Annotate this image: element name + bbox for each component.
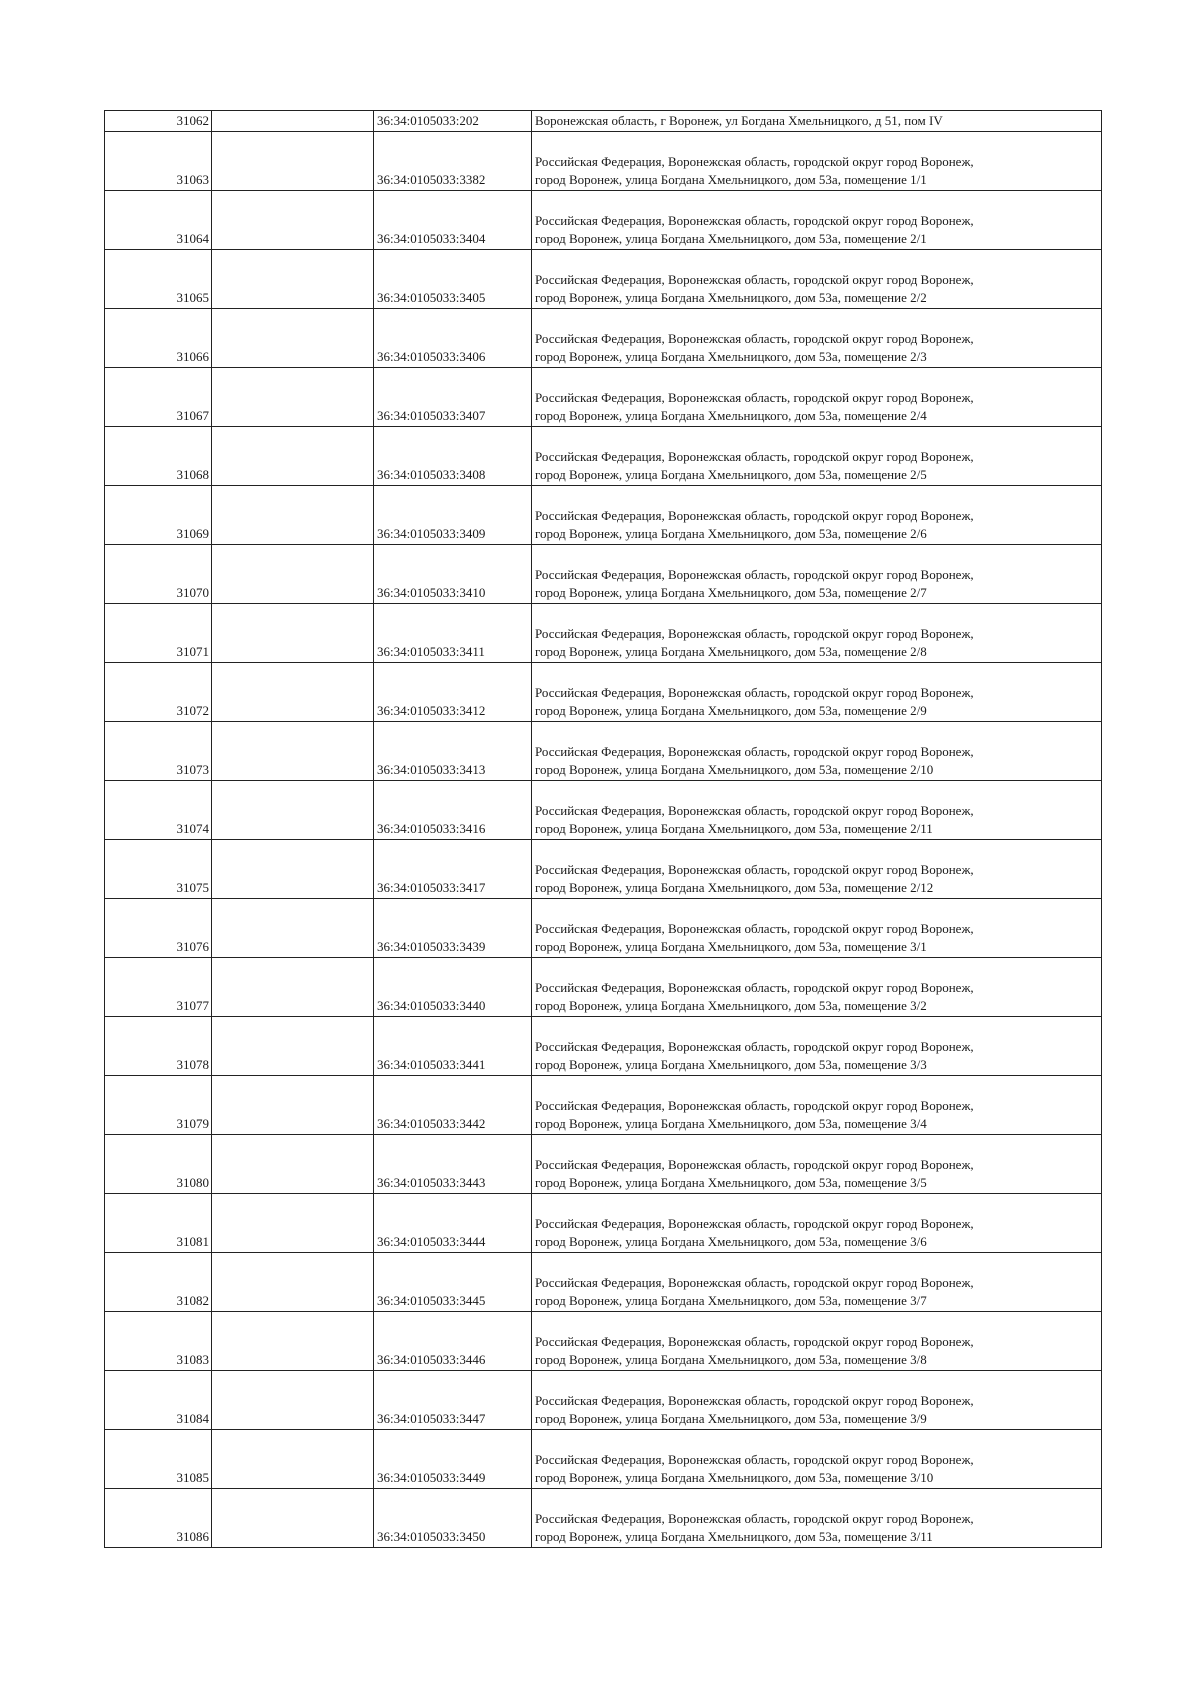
row-number-cell: 31086 xyxy=(105,1489,212,1548)
cadastral-number-cell: 36:34:0105033:3413 xyxy=(374,722,532,781)
address-cell xyxy=(532,427,1102,486)
row-number-cell: 31072 xyxy=(105,663,212,722)
address-cell xyxy=(532,899,1102,958)
row-number-cell: 31079 xyxy=(105,1076,212,1135)
table-row xyxy=(105,663,1102,722)
address-cell xyxy=(532,1489,1102,1548)
row-number-cell: 31081 xyxy=(105,1194,212,1253)
empty-cell xyxy=(212,781,374,840)
address-line: город Воронеж, улица Богдана Хмельницкого, дом 53а, помещение 3/10 xyxy=(535,1470,934,1485)
empty-cell xyxy=(212,1135,374,1194)
cadastral-number-cell: 36:34:0105033:3412 xyxy=(374,663,532,722)
empty-cell xyxy=(212,250,374,309)
cadastral-number-cell: 36:34:0105033:3416 xyxy=(374,781,532,840)
address-cell xyxy=(532,309,1102,368)
address-cell xyxy=(532,1371,1102,1430)
address-line: город Воронеж, улица Богдана Хмельницкого, дом 53а, помещение 2/8 xyxy=(535,644,927,659)
empty-cell xyxy=(212,1076,374,1135)
address-cell xyxy=(532,132,1102,191)
address-line: город Воронеж, улица Богдана Хмельницкого, дом 53а, помещение 2/1 xyxy=(535,231,927,246)
empty-cell xyxy=(212,132,374,191)
cadastral-number-cell: 36:34:0105033:3382 xyxy=(374,132,532,191)
document-page xyxy=(104,110,1101,1548)
address-line: город Воронеж, улица Богдана Хмельницкого, дом 53а, помещение 3/4 xyxy=(535,1116,927,1131)
address-line: Российская Федерация, Воронежская область, городской округ город Воронеж, xyxy=(535,154,974,169)
address-line: Российская Федерация, Воронежская область, городской округ город Воронеж, xyxy=(535,567,974,582)
row-number-cell: 31063 xyxy=(105,132,212,191)
cadastral-number-cell: 36:34:0105033:3441 xyxy=(374,1017,532,1076)
empty-cell xyxy=(212,1194,374,1253)
empty-cell xyxy=(212,368,374,427)
address-line: город Воронеж, улица Богдана Хмельницкого, дом 53а, помещение 2/3 xyxy=(535,349,927,364)
empty-cell xyxy=(212,604,374,663)
address-line: Российская Федерация, Воронежская область, городской округ город Воронеж, xyxy=(535,1393,974,1408)
cadastral-number-cell: 36:34:0105033:3439 xyxy=(374,899,532,958)
address-cell xyxy=(532,1076,1102,1135)
table-row xyxy=(105,1253,1102,1312)
empty-cell xyxy=(212,958,374,1017)
address-line: Российская Федерация, Воронежская область, городской округ город Воронеж, xyxy=(535,1511,974,1526)
cadastral-number-cell: 36:34:0105033:3449 xyxy=(374,1430,532,1489)
address-line: город Воронеж, улица Богдана Хмельницкого, дом 53а, помещение 2/7 xyxy=(535,585,927,600)
row-number-cell: 31073 xyxy=(105,722,212,781)
cadastral-number-cell: 36:34:0105033:3408 xyxy=(374,427,532,486)
row-number-cell: 31071 xyxy=(105,604,212,663)
table-row xyxy=(105,250,1102,309)
empty-cell xyxy=(212,840,374,899)
empty-cell xyxy=(212,1253,374,1312)
cadastral-number-cell: 36:34:0105033:3404 xyxy=(374,191,532,250)
table-row xyxy=(105,1312,1102,1371)
empty-cell xyxy=(212,722,374,781)
empty-cell xyxy=(212,1312,374,1371)
address-cell xyxy=(532,1135,1102,1194)
cadastral-number-cell: 36:34:0105033:3444 xyxy=(374,1194,532,1253)
address-line: Российская Федерация, Воронежская область, городской округ город Воронеж, xyxy=(535,272,974,287)
table-row xyxy=(105,1489,1102,1548)
table-row xyxy=(105,427,1102,486)
row-number-cell: 31067 xyxy=(105,368,212,427)
address-cell xyxy=(532,840,1102,899)
address-line: Российская Федерация, Воронежская область, городской округ город Воронеж, xyxy=(535,1275,974,1290)
table-row xyxy=(105,1371,1102,1430)
address-line: город Воронеж, улица Богдана Хмельницкого, дом 53а, помещение 2/5 xyxy=(535,467,927,482)
table-row xyxy=(105,1135,1102,1194)
table-row xyxy=(105,309,1102,368)
row-number-cell: 31077 xyxy=(105,958,212,1017)
row-number-cell: 31076 xyxy=(105,899,212,958)
address-line: город Воронеж, улица Богдана Хмельницкого, дом 53а, помещение 3/1 xyxy=(535,939,927,954)
cadastral-number-cell: 36:34:0105033:3450 xyxy=(374,1489,532,1548)
cadastral-number-cell: 36:34:0105033:3445 xyxy=(374,1253,532,1312)
address-line: Российская Федерация, Воронежская область, городской округ город Воронеж, xyxy=(535,685,974,700)
table-row xyxy=(105,111,1102,132)
address-line: Российская Федерация, Воронежская область, городской округ город Воронеж, xyxy=(535,390,974,405)
cadastral-number-cell: 36:34:0105033:202 xyxy=(374,111,532,132)
address-line: город Воронеж, улица Богдана Хмельницкого, дом 53а, помещение 3/9 xyxy=(535,1411,927,1426)
address-line: город Воронеж, улица Богдана Хмельницкого, дом 53а, помещение 2/9 xyxy=(535,703,927,718)
address-line: Российская Федерация, Воронежская область, городской округ город Воронеж, xyxy=(535,1452,974,1467)
address-cell xyxy=(532,1253,1102,1312)
address-line: Российская Федерация, Воронежская область, городской округ город Воронеж, xyxy=(535,213,974,228)
row-number-cell: 31065 xyxy=(105,250,212,309)
address-cell xyxy=(532,722,1102,781)
row-number-cell: 31082 xyxy=(105,1253,212,1312)
address-line: город Воронеж, улица Богдана Хмельницкого, дом 53а, помещение 2/2 xyxy=(535,290,927,305)
cadastral-number-cell: 36:34:0105033:3411 xyxy=(374,604,532,663)
cadastral-number-cell: 36:34:0105033:3410 xyxy=(374,545,532,604)
empty-cell xyxy=(212,309,374,368)
address-cell xyxy=(532,1312,1102,1371)
address-cell xyxy=(532,250,1102,309)
address-line: Воронежская область, г Воронеж, ул Богдана Хмельницкого, д 51, пом IV xyxy=(535,112,943,128)
table-row xyxy=(105,486,1102,545)
empty-cell xyxy=(212,1430,374,1489)
address-line: Российская Федерация, Воронежская область, городской округ город Воронеж, xyxy=(535,921,974,936)
address-line: Российская Федерация, Воронежская область, городской округ город Воронеж, xyxy=(535,626,974,641)
table-row xyxy=(105,1076,1102,1135)
row-number-cell: 31083 xyxy=(105,1312,212,1371)
empty-cell xyxy=(212,1017,374,1076)
address-line: город Воронеж, улица Богдана Хмельницкого, дом 53а, помещение 3/11 xyxy=(535,1529,933,1544)
cadastral-number-cell: 36:34:0105033:3446 xyxy=(374,1312,532,1371)
table-row xyxy=(105,1017,1102,1076)
address-line: Российская Федерация, Воронежская область, городской округ город Воронеж, xyxy=(535,980,974,995)
empty-cell xyxy=(212,545,374,604)
address-line: город Воронеж, улица Богдана Хмельницкого, дом 53а, помещение 2/11 xyxy=(535,821,933,836)
cadastral-number-cell: 36:34:0105033:3442 xyxy=(374,1076,532,1135)
row-number-cell: 31070 xyxy=(105,545,212,604)
cadastral-number-cell: 36:34:0105033:3409 xyxy=(374,486,532,545)
empty-cell xyxy=(212,663,374,722)
cadastral-number-cell: 36:34:0105033:3406 xyxy=(374,309,532,368)
empty-cell xyxy=(212,427,374,486)
cadastral-number-cell: 36:34:0105033:3407 xyxy=(374,368,532,427)
address-line: город Воронеж, улица Богдана Хмельницкого, дом 53а, помещение 3/2 xyxy=(535,998,927,1013)
table-row xyxy=(105,545,1102,604)
empty-cell xyxy=(212,1489,374,1548)
address-line: Российская Федерация, Воронежская область, городской округ город Воронеж, xyxy=(535,1098,974,1113)
row-number-cell: 31066 xyxy=(105,309,212,368)
address-cell xyxy=(532,958,1102,1017)
cadastral-number-cell: 36:34:0105033:3447 xyxy=(374,1371,532,1430)
row-number-cell: 31064 xyxy=(105,191,212,250)
row-number-cell: 31074 xyxy=(105,781,212,840)
table-row xyxy=(105,191,1102,250)
address-line: Российская Федерация, Воронежская область, городской округ город Воронеж, xyxy=(535,508,974,523)
address-line: Российская Федерация, Воронежская область, городской округ город Воронеж, xyxy=(535,1039,974,1054)
address-line: город Воронеж, улица Богдана Хмельницкого, дом 53а, помещение 1/1 xyxy=(535,172,927,187)
address-line: Российская Федерация, Воронежская область, городской округ город Воронеж, xyxy=(535,331,974,346)
address-line: город Воронеж, улица Богдана Хмельницкого, дом 53а, помещение 2/4 xyxy=(535,408,927,423)
empty-cell xyxy=(212,486,374,545)
cadastral-number-cell: 36:34:0105033:3443 xyxy=(374,1135,532,1194)
empty-cell xyxy=(212,899,374,958)
table-row xyxy=(105,368,1102,427)
address-cell xyxy=(532,486,1102,545)
property-registry-table xyxy=(104,110,1102,1548)
table-body xyxy=(105,111,1102,1548)
address-line: Российская Федерация, Воронежская область, городской округ город Воронеж, xyxy=(535,862,974,877)
empty-cell xyxy=(212,111,374,132)
row-number-cell: 31068 xyxy=(105,427,212,486)
address-cell xyxy=(532,663,1102,722)
row-number-cell: 31085 xyxy=(105,1430,212,1489)
address-line: Российская Федерация, Воронежская область, городской округ город Воронеж, xyxy=(535,449,974,464)
address-cell xyxy=(532,191,1102,250)
row-number-cell: 31069 xyxy=(105,486,212,545)
address-cell xyxy=(532,604,1102,663)
address-line: город Воронеж, улица Богдана Хмельницкого, дом 53а, помещение 3/3 xyxy=(535,1057,927,1072)
table-row xyxy=(105,722,1102,781)
row-number-cell: 31075 xyxy=(105,840,212,899)
address-line: город Воронеж, улица Богдана Хмельницкого, дом 53а, помещение 3/6 xyxy=(535,1234,927,1249)
address-cell xyxy=(532,111,1102,132)
table-row xyxy=(105,840,1102,899)
address-cell xyxy=(532,545,1102,604)
table-row xyxy=(105,1430,1102,1489)
row-number-cell: 31062 xyxy=(105,111,212,132)
address-cell xyxy=(532,368,1102,427)
cadastral-number-cell: 36:34:0105033:3405 xyxy=(374,250,532,309)
row-number-cell: 31080 xyxy=(105,1135,212,1194)
table-row xyxy=(105,1194,1102,1253)
table-row xyxy=(105,604,1102,663)
empty-cell xyxy=(212,1371,374,1430)
address-line: Российская Федерация, Воронежская область, городской округ город Воронеж, xyxy=(535,1157,974,1172)
address-line: город Воронеж, улица Богдана Хмельницкого, дом 53а, помещение 3/5 xyxy=(535,1175,927,1190)
table-row xyxy=(105,899,1102,958)
address-line: Российская Федерация, Воронежская область, городской округ город Воронеж, xyxy=(535,744,974,759)
address-line: Российская Федерация, Воронежская область, городской округ город Воронеж, xyxy=(535,1216,974,1231)
address-line: город Воронеж, улица Богдана Хмельницкого, дом 53а, помещение 2/6 xyxy=(535,526,927,541)
address-line: город Воронеж, улица Богдана Хмельницкого, дом 53а, помещение 2/12 xyxy=(535,880,934,895)
address-line: город Воронеж, улица Богдана Хмельницкого, дом 53а, помещение 3/8 xyxy=(535,1352,927,1367)
address-line: город Воронеж, улица Богдана Хмельницкого, дом 53а, помещение 3/7 xyxy=(535,1293,927,1308)
cadastral-number-cell: 36:34:0105033:3417 xyxy=(374,840,532,899)
address-line: Российская Федерация, Воронежская область, городской округ город Воронеж, xyxy=(535,1334,974,1349)
cadastral-number-cell: 36:34:0105033:3440 xyxy=(374,958,532,1017)
address-cell xyxy=(532,1017,1102,1076)
row-number-cell: 31084 xyxy=(105,1371,212,1430)
address-cell xyxy=(532,1430,1102,1489)
address-line: Российская Федерация, Воронежская область, городской округ город Воронеж, xyxy=(535,803,974,818)
address-cell xyxy=(532,781,1102,840)
empty-cell xyxy=(212,191,374,250)
table-row xyxy=(105,132,1102,191)
table-row xyxy=(105,958,1102,1017)
row-number-cell: 31078 xyxy=(105,1017,212,1076)
address-line: город Воронеж, улица Богдана Хмельницкого, дом 53а, помещение 2/10 xyxy=(535,762,934,777)
table-row xyxy=(105,781,1102,840)
address-cell xyxy=(532,1194,1102,1253)
